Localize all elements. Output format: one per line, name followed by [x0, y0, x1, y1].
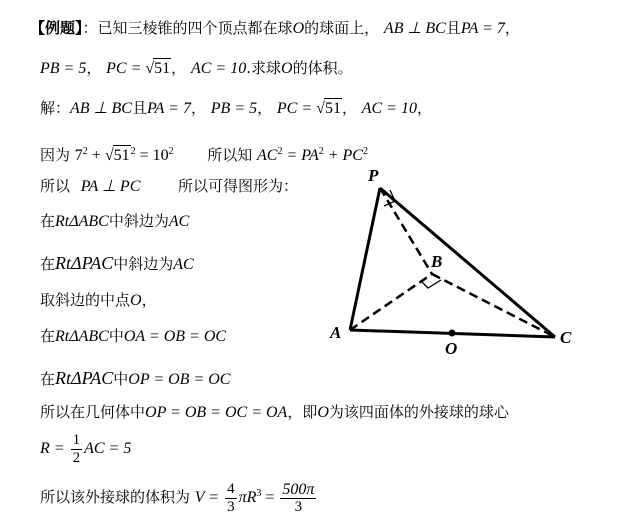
label-c: C [560, 328, 572, 347]
cond-pc-root: 51 [154, 60, 171, 77]
r-left: R = [40, 440, 69, 457]
l9-end: 为该四面体的外接球的球心 [328, 403, 509, 421]
l5-hyp: AC [173, 256, 194, 273]
l8-mid: 中 [113, 370, 129, 388]
sol-comma-3: ， [341, 99, 357, 117]
edge-pc [380, 188, 555, 337]
l4-hyp: AC [168, 213, 190, 230]
eq-plus: + [87, 147, 105, 164]
rel-ac: AC [257, 147, 278, 164]
because-text: 因为 [40, 146, 71, 164]
r-right: AC = 5 [84, 440, 132, 457]
example-label: 例题 [45, 19, 76, 37]
right-angle-mark-b [421, 280, 441, 288]
eq-seven: 7 [74, 147, 83, 164]
cond-comma: ， [504, 19, 520, 37]
example-bracket-close: 】 [75, 19, 83, 37]
cond-pc-left: PC = [106, 60, 146, 77]
so-text: 所以 [40, 177, 71, 195]
sol-comma-2: ， [257, 99, 273, 117]
cond-comma-2: ， [86, 59, 102, 77]
sol-comma-4: ， [416, 99, 432, 117]
sol-c3: PB = 5 [210, 100, 258, 117]
label-o: O [445, 339, 458, 358]
l7-mid: 中 [108, 327, 124, 345]
solve-label: 解： [40, 99, 71, 117]
l6-text: 取斜边的中点 [40, 291, 131, 309]
question-text: .求球 [246, 59, 281, 77]
l8-eq: OP = OB = OC [128, 371, 231, 388]
cond-ab-perp-bc: AB ⊥ BC [383, 20, 446, 37]
v-eq: = [261, 489, 279, 506]
l4-mid: 中斜边为 [108, 212, 169, 230]
edge-pb [380, 188, 432, 274]
label-p: P [368, 166, 379, 185]
rel-pa: = PA [282, 147, 319, 164]
l8-tri: RtΔPAC [55, 368, 114, 388]
eq-ten-exp: 2 [168, 146, 174, 157]
sol-c4-left: PC = [276, 100, 317, 117]
sol-c2: PA = 7 [146, 100, 191, 117]
l6-end: ， [141, 291, 157, 309]
l4-pre: 在 [40, 212, 56, 230]
sol-comma-1: ， [190, 99, 206, 117]
example-bracket-open: 【 [30, 19, 46, 37]
v-num: 4 [227, 480, 235, 497]
v-mid: πR [238, 489, 257, 506]
rel-ac-exp: 2 [277, 146, 283, 157]
l9-pre: 所以在几何体中 [40, 403, 146, 421]
question-var: O [281, 60, 293, 77]
v-left: V = [194, 489, 224, 506]
question-end: 的体积。 [292, 59, 353, 77]
v-text: 所以该外接球的体积为 [40, 488, 191, 506]
cond-comma-3: ， [171, 59, 187, 77]
eq-root-exp: 2 [130, 146, 136, 157]
l5-mid: 中斜边为 [113, 255, 174, 273]
l9-eq: OP = OB = OC = OA [145, 404, 288, 421]
sphere-var: O [292, 20, 305, 37]
l9-var: O [317, 404, 329, 421]
problem-intro-2: 的球面上， [304, 19, 380, 37]
perp-text: PA ⊥ PC [80, 178, 141, 195]
r-den: 2 [72, 449, 81, 466]
sqrt-sign: √ [145, 60, 155, 77]
v-exp: 3 [256, 488, 262, 499]
l7-pre: 在 [40, 327, 56, 345]
l7-eq: OA = OB = OC [123, 328, 227, 345]
edge-ab [350, 274, 432, 330]
problem-intro: ：已知三棱锥的四个顶点都在球 [82, 19, 293, 37]
l6-var: O [130, 292, 142, 309]
cond-and: 且 [445, 19, 461, 37]
sol-c4-root: 51 [324, 100, 341, 117]
sol-sqrt-sign: √ [316, 100, 325, 117]
eq-equals-ten: = 10 [135, 147, 169, 164]
eq-seven-exp: 2 [82, 146, 88, 157]
l5-tri: RtΔPAC [55, 253, 114, 273]
cond-pa: PA = 7 [460, 20, 505, 37]
l9-mid: ，即 [287, 403, 318, 421]
r-num: 1 [72, 431, 81, 448]
v-den: 3 [227, 498, 235, 515]
eq-root: 51 [113, 147, 130, 164]
rel-pc-exp: 2 [362, 146, 368, 157]
cond-ac: AC = 10 [190, 60, 247, 77]
sol-c1: AB ⊥ BC [70, 100, 132, 117]
rel-pc: + PC [323, 147, 363, 164]
l7-tri: RtΔABC [55, 328, 109, 345]
l8-pre: 在 [40, 370, 56, 388]
l5-pre: 在 [40, 255, 56, 273]
edge-pa [350, 188, 380, 330]
l4-tri: RtΔABC [55, 213, 109, 230]
cond-pb: PB = 5 [40, 60, 87, 77]
v-den2: 3 [294, 498, 303, 515]
label-b: B [431, 252, 443, 271]
label-a: A [330, 323, 342, 342]
sol-and: 且 [131, 99, 147, 117]
so-know-text: 所以知 [207, 146, 253, 164]
figure-intro: 所以可得图形为： [177, 177, 298, 195]
rel-pa-exp: 2 [318, 146, 324, 157]
sol-c5: AC = 10 [361, 100, 417, 117]
v-num2: 500π [282, 480, 315, 498]
midpoint-o-dot [449, 330, 456, 337]
eq-sqrt-sign: √ [104, 147, 114, 164]
